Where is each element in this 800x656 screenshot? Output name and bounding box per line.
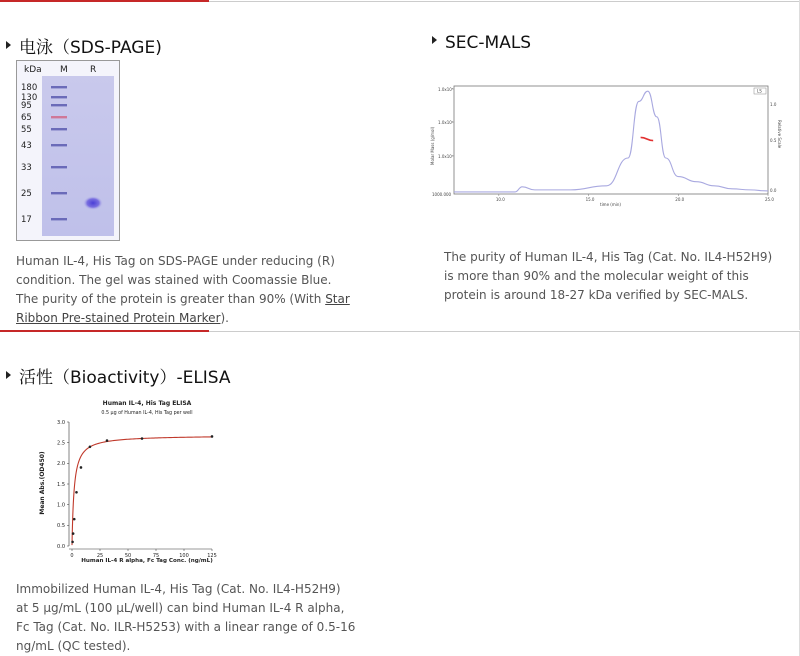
sec-ytick-left-3: 1000.000	[432, 192, 452, 197]
gel-marker-band	[51, 128, 67, 130]
gel-marker-band	[51, 104, 67, 106]
gel-marker-band	[51, 166, 67, 168]
gel-marker-band	[51, 218, 67, 220]
elisa-ytick-label: 2.0	[57, 461, 65, 468]
gel-marker-band	[51, 116, 67, 118]
sec-ytick-left-0: 1.0x10⁵	[438, 87, 454, 92]
elisa-data-point	[211, 435, 214, 438]
gel-marker-label: 25	[21, 189, 32, 199]
gel-marker-band	[51, 192, 67, 194]
elisa-ytick-label: 3.0	[57, 419, 65, 426]
sec-legend: LS	[757, 88, 762, 94]
gel-marker-label: 33	[21, 163, 32, 173]
elisa-ytick-label: 1.0	[57, 502, 65, 509]
top-divider	[0, 0, 800, 4]
gel-lane-r-label: R	[90, 65, 97, 75]
elisa-xtick-label: 100	[179, 553, 189, 559]
gel-marker-label: 95	[21, 101, 32, 111]
gel-marker-label: 17	[21, 215, 32, 225]
elisa-ytick-label: 2.5	[57, 440, 65, 447]
gel-lane-m-label: M	[60, 65, 68, 75]
elisa-title: 活性（Bioactivity）-ELISA	[19, 368, 231, 388]
elisa-chart-title: Human IL-4, His Tag ELISA	[102, 400, 192, 407]
sec-ytick-right-1: 0.5	[770, 138, 777, 143]
elisa-ytick-label: 0.5	[57, 523, 65, 530]
elisa-data-point	[71, 541, 74, 544]
elisa-data-point	[141, 437, 144, 440]
elisa-ytick-label: 1.5	[57, 481, 65, 488]
gel-marker-band	[51, 96, 67, 98]
gel-marker-label: 130	[21, 93, 38, 103]
sds-caption-text: Human IL-4, His Tag on SDS-PAGE under reducing (R) condition. The gel was stained with Coomassie Blue. The purity of the protein is greater than 90% (With	[16, 254, 335, 306]
elisa-data-point	[73, 518, 76, 521]
elisa-ytick-label: 0.0	[57, 543, 65, 550]
sec-ylabel-right: Relative Scale	[777, 120, 782, 149]
bullet-triangle-icon	[432, 36, 437, 44]
gel-marker-band	[51, 144, 67, 146]
gel-marker-label: 180	[21, 83, 38, 93]
sec-xtick-label: 25.0	[765, 197, 774, 202]
elisa-xtick-label: 0	[70, 553, 74, 559]
elisa-xtick-label: 50	[124, 553, 132, 559]
star-ribbon-marker-link[interactable]: Star Ribbon Pre-stained Protein Marker	[16, 292, 350, 325]
elisa-chart	[30, 395, 235, 570]
section-divider	[0, 330, 800, 332]
elisa-caption: Immobilized Human IL-4, His Tag (Cat. No. IL4-H52H9) at 5 μg/mL (100 μL/well) can bind Human IL-4 R alpha, Fc Tag (Cat. No. ILR-H5253) with a linear range of 0.5-16 ng/mL (QC tested).	[16, 582, 356, 653]
elisa-data-point	[80, 466, 83, 469]
sds-page-caption	[16, 252, 356, 328]
sec-mals-heading	[432, 33, 531, 53]
bullet-triangle-icon	[6, 371, 11, 379]
sds-page-title: 电泳（SDS-PAGE)	[19, 38, 162, 58]
sec-ytick-right-2: 0.0	[770, 188, 777, 193]
gel-marker-label: 43	[21, 141, 32, 151]
elisa-xtick-label: 75	[152, 553, 160, 559]
sec-mals-chart	[424, 80, 784, 210]
sec-ytick-left-1: 1.0x10⁴	[438, 120, 454, 125]
sds-page-gel-image	[16, 60, 120, 241]
elisa-data-point	[75, 491, 78, 494]
sec-xtick-label: 15.0	[585, 197, 595, 202]
elisa-heading	[6, 363, 231, 388]
elisa-data-point	[89, 446, 92, 449]
elisa-data-point	[106, 439, 109, 442]
elisa-ylabel: Mean Abs.(OD450)	[39, 451, 46, 515]
gel-marker-label: 65	[21, 113, 32, 123]
sds-caption-end: ).	[220, 311, 229, 325]
sec-mals-caption: The purity of Human IL-4, His Tag (Cat. No. IL4-H52H9) is more than 90% and the molecular weight of this protein is around 18-27 kDa verified by SEC-MALS.	[444, 250, 773, 302]
sec-ytick-right-0: 1.0	[770, 102, 777, 107]
gel-marker-label: 55	[21, 125, 32, 135]
elisa-xtick-label: 25	[96, 553, 104, 559]
sec-ylabel-left: Molar Mass (g/mol)	[430, 126, 435, 165]
bullet-triangle-icon	[6, 41, 11, 49]
elisa-chart-subtitle: 0.5 μg of Human IL-4, His Tag per well	[101, 411, 193, 416]
gel-marker-band	[51, 86, 67, 88]
sec-mals-title: SEC-MALS	[445, 33, 532, 53]
elisa-xlabel: Human IL-4 R alpha, Fc Tag Conc. (ng/mL)	[81, 558, 213, 564]
sec-xtick-label: 20.0	[675, 197, 685, 202]
sec-xlabel: time (min)	[600, 202, 621, 207]
elisa-data-point	[72, 532, 75, 535]
sec-xtick-label: 10.0	[495, 197, 505, 202]
elisa-fit-line	[72, 437, 212, 545]
sds-page-heading	[6, 33, 162, 58]
sec-ytick-left-2: 1.0x10³	[438, 154, 454, 159]
gel-kda-label: kDa	[24, 65, 42, 75]
elisa-xtick-label: 125	[207, 553, 217, 559]
